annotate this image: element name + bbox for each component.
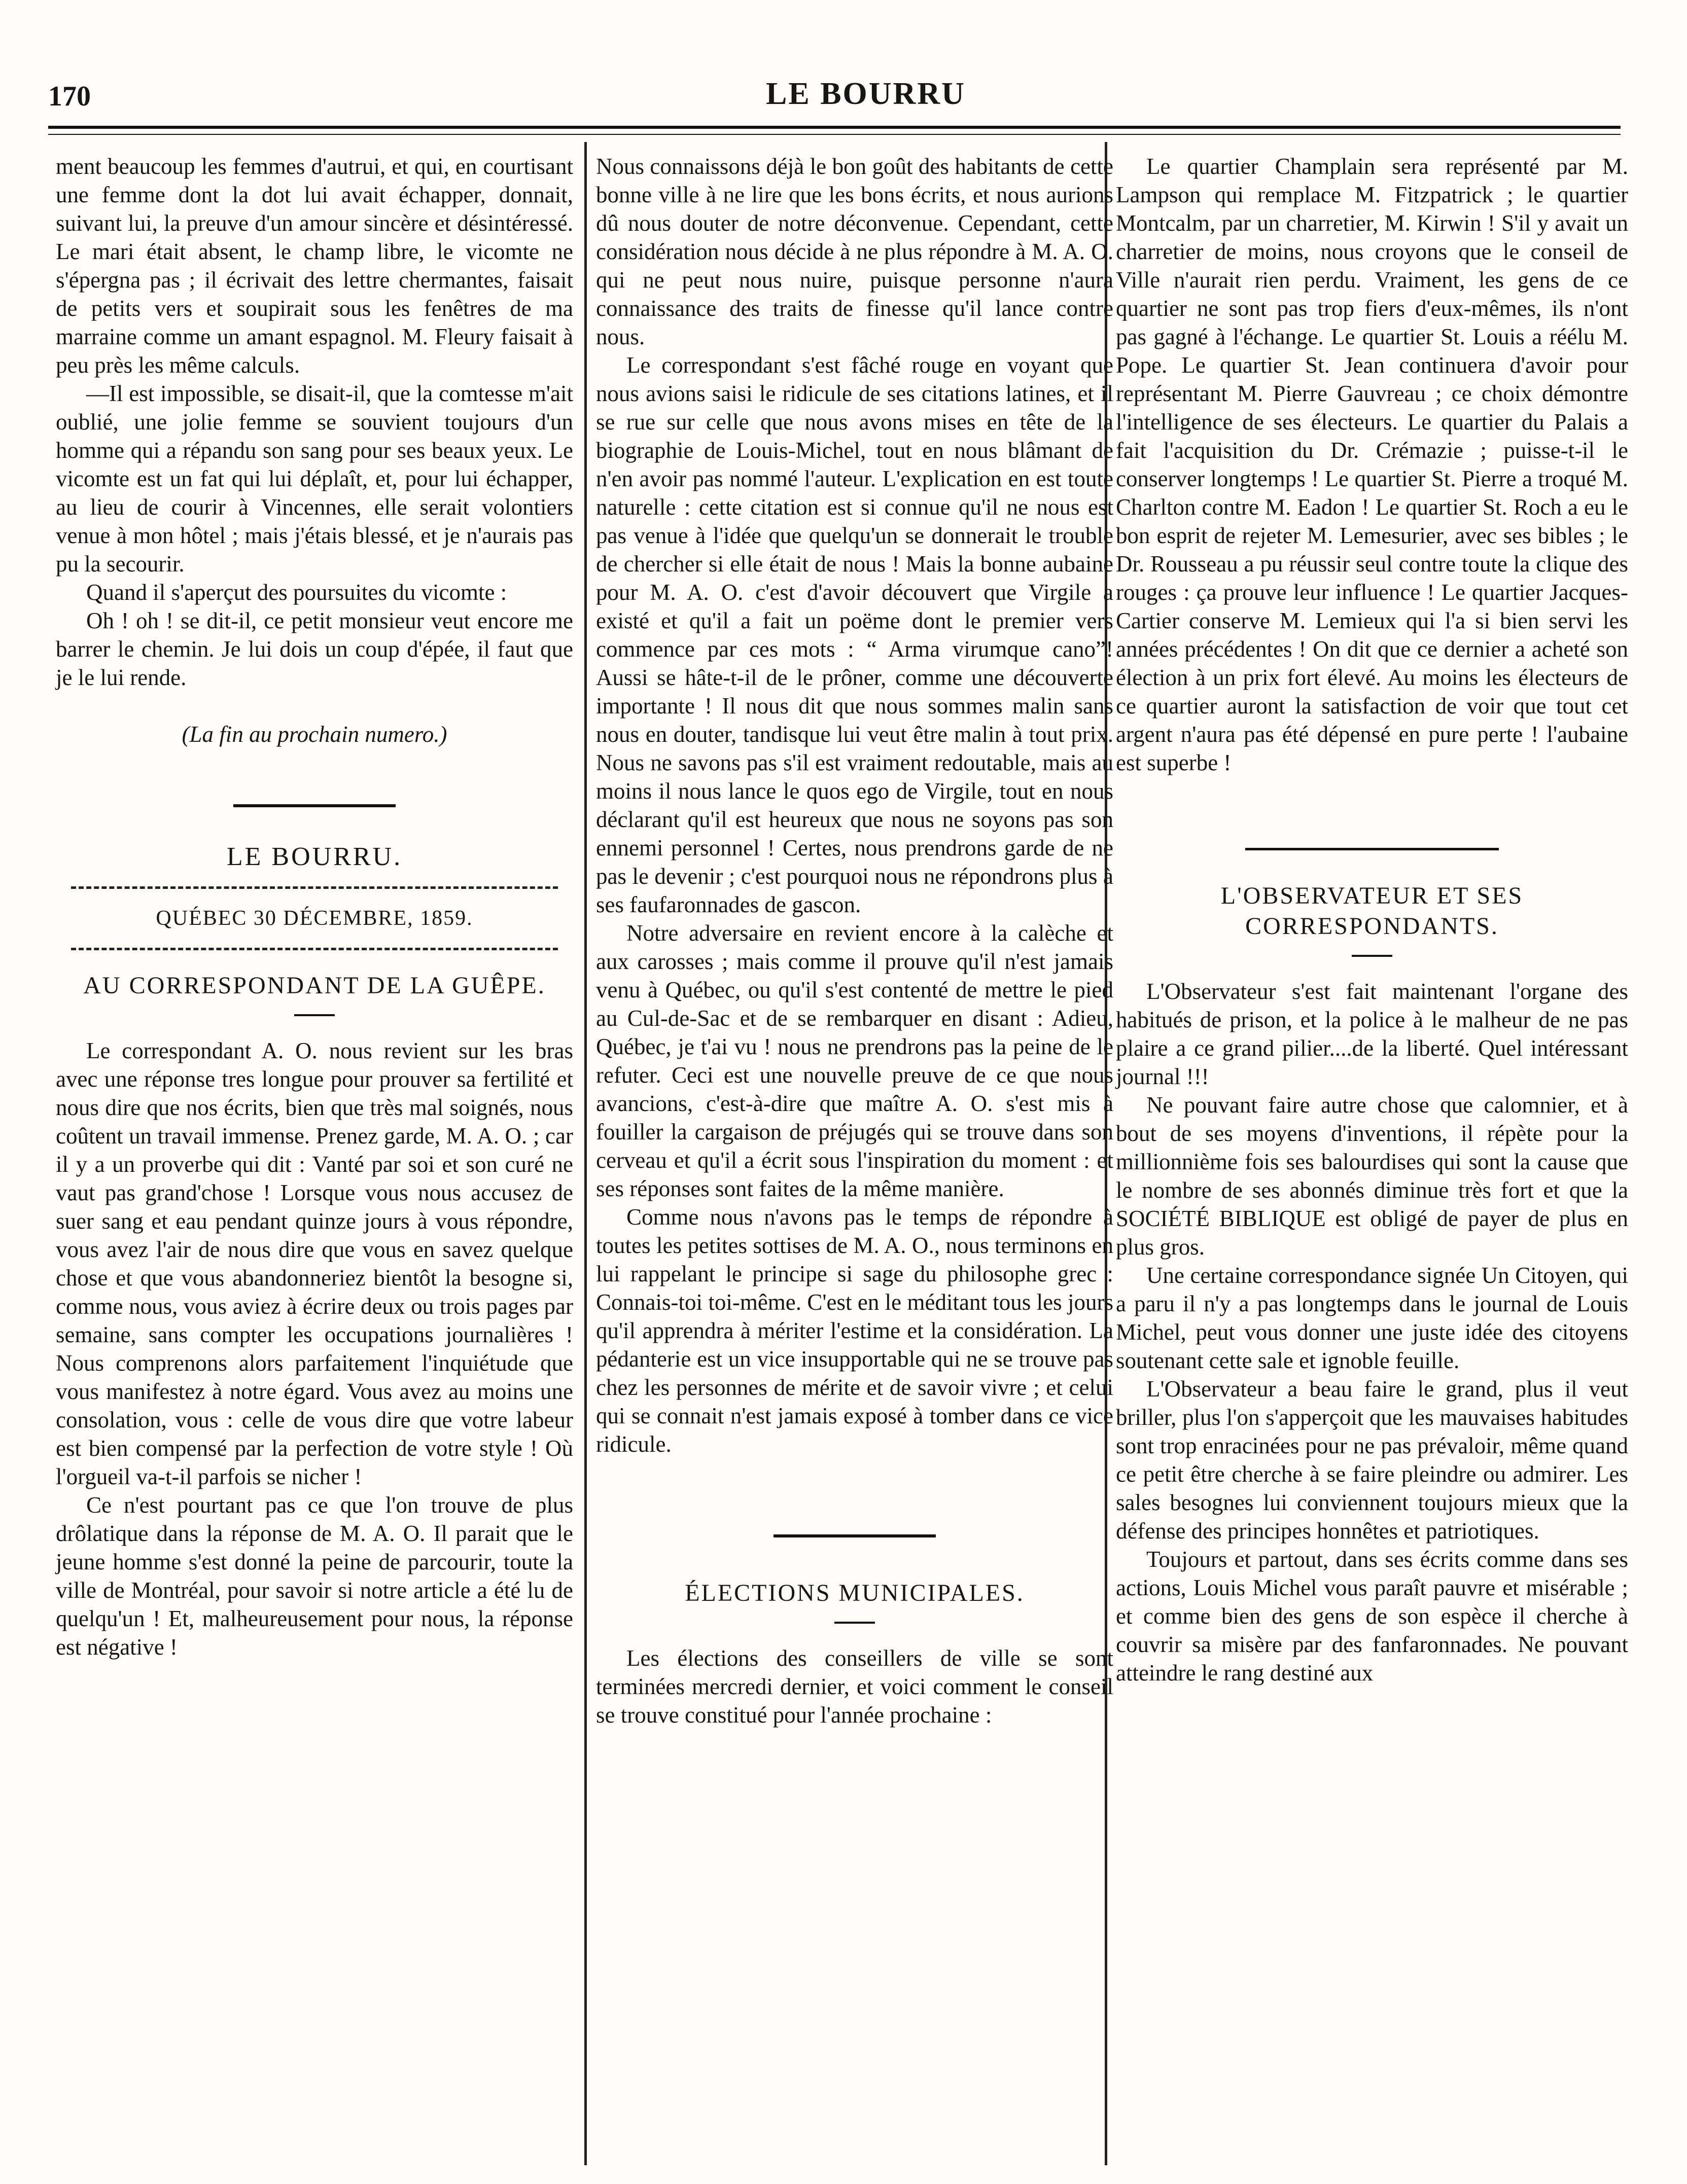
wavy-divider — [71, 948, 558, 950]
paragraph: L'Observateur s'est fait maintenant l'organe des habitués de prison, et la police à le malheur de ne pas plaire a ce grand pilier....de la liberté. Quel intéressant journal !!! — [1116, 979, 1628, 1089]
column-2 — [596, 152, 1113, 1729]
paragraph: Le quartier Champlain sera représenté par M. Lampson qui remplace M. Fitzpatrick ; le quartier Montcalm, par un charretier, M. Kirwin ! S'il y avait un charretier de moins, nous croyons que le conseil de Ville n'aurait rien perdu. Vraiment, les gens de ce quartier ne sont pas trop fiers d'eux-mêmes, ils n'ont pas gagné à l'échange. Le quartier St. Louis a réélu M. Pope. Le quartier St. Jean continuera d'avoir pour représentant M. Pierre Gauvreau ; ce choix démontre l'intelligence de ses électeurs. Le quartier du Palais a fait l'acquisition du Dr. Crémazie ; puisse-t-il le conserver longtemps ! Le quartier St. Pierre a troqué M. Charlton contre M. Eadon ! Le quartier St. Roch a eu le bon esprit de rejeter M. Lemesurier, avec ses bibles ; le Dr. Rousseau a pu réussir seul contre toute la clique des rouges : ça prouve leur influence ! Le quartier Jacques-Cartier conserve M. Lemieux qui l'a si bien servi les années précédentes ! On dit que ce dernier a acheté son élection à un prix fort élevé. Au moins les électeurs de ce quartier auront la satisfaction de voir que tout cet argent n'aura pas été dépensé en pure perte ! l'aubaine est superbe ! — [1116, 154, 1628, 775]
paragraph: ment beaucoup les femmes d'autrui, et qui, en courtisant une femme dont la dot lui avait échapper, donnait, suivant lui, la preuve d'un amour sincère et désintéressé. Le mari était absent, le champ libre, le vicomte ne s'épergna pas ; il écrivait des lettre chermantes, faisait de petits vers et soupirait sous les fenêtres de ma marraine comme un amant espagnol. M. Fleury faisait à peu près les même calculs. — [56, 154, 573, 378]
paragraph: Nous connaissons déjà le bon goût des habitants de cette bonne ville à ne lire que les bons écrits, et nous aurions dû nous douter de notre déconvenue. Cependant, cette considération nous décide à ne plus répondre à M. A. O. qui ne peut nous nuire, puisque personne n'aura connaissance des traits de finesse qu'il lance contre nous. — [596, 154, 1113, 349]
section-divider — [774, 1534, 936, 1537]
paragraph: Une certaine correspondance signée Un Citoyen, qui a paru il n'y a pas longtemps dans le journal de Louis Michel, peut vous donner une juste idée des citoyens soutenant cette sale et ignoble feuille. — [1116, 1263, 1628, 1373]
wavy-divider — [71, 886, 558, 889]
column-rule-1 — [584, 142, 587, 2165]
article-heading: AU CORRESPONDANT DE LA GUÊPE. — [83, 972, 546, 999]
page-number: 170 — [48, 81, 91, 112]
paragraph: Ce n'est pourtant pas ce que l'on trouve de plus drôlatique dans la réponse de M. A. O. Il parait que le jeune homme s'est donné la peine de parcourir, toute la ville de Montréal, pour savoir si notre article a été lu de quelqu'un ! Et, malheureusement pour nous, la réponse est négative ! — [56, 1492, 573, 1660]
article-heading: L'OBSERVATEUR ET SES CORRESPONDANTS. — [1220, 882, 1524, 940]
paragraph: L'Observateur a beau faire le grand, plus il veut briller, plus l'on s'apperçoit que les mauvaises habitudes sont trop enracinées pour ne pas prévaloir, même quand ce petit être cherche à se faire pleindre ou admirer. Les sales besognes lui conviennent toujours mieux que la défense des principes honnêtes et patriotiques. — [1116, 1376, 1628, 1544]
heading-dash — [294, 1014, 335, 1016]
header-rule — [48, 126, 1621, 135]
heading-dash — [1352, 955, 1392, 957]
section-divider — [233, 804, 396, 807]
paragraph: Le correspondant A. O. nous revient sur les bras avec une réponse tres longue pour prouver sa fertilité et nous dire que nos écrits, bien que très mal soignés, nous coûtent un travail immense. Prenez garde, M. A. O. ; car il y a un proverbe qui dit : Vanté par soi et son curé ne vaut pas grand'chose ! Lorsque vous nous accusez de suer sang et eau pendant quinze jours à vous répondre, vous avez l'air de nous dire que vous en savez quelque chose et que vous abandonneriez bientôt la besogne si, comme nous, vous aviez à écrire deux ou trois pages par semaine, sans compter les occupations journalières ! Nous comprenons alors parfaitement l'inquiétude que vous manifestez à notre égard. Vous avez au moins une consolation, vous : celle de vous dire que votre labeur est bien compensé par la perfection de votre style ! Où l'orgueil va-t-il parfois se nicher ! — [56, 1038, 573, 1489]
paragraph: Les élections des conseillers de ville se sont terminées mercredi dernier, et voici comment le conseil se trouve constitué pour l'année prochaine : — [596, 1645, 1113, 1728]
running-title: LE BOURRU — [766, 77, 966, 111]
masthead: LE BOURRU. — [226, 842, 403, 871]
paragraph: Ne pouvant faire autre chose que calomnier, et à bout de ses moyens d'inventions, il répète pour la millionnième fois ses balourdises qui sont la cause que le nombre de ses abonnés diminue très fort et que la SOCIÉTÉ BIBLIQUE est obligé de payer de plus en plus gros. — [1116, 1092, 1628, 1260]
heading-dash — [834, 1622, 875, 1624]
paragraph: Toujours et partout, dans ses écrits comme dans ses actions, Louis Michel vous paraît pauvre et misérable ; et comme bien des gens de son espèce il cherche à couvrir sa misère par des fanfaronnades. Ne pouvant atteindre le rang destiné aux — [1116, 1547, 1628, 1686]
paragraph: Oh ! oh ! se dit-il, ce petit monsieur veut encore me barrer le chemin. Je lui dois un coup d'épée, il faut que je le lui rende. — [56, 608, 573, 690]
continued-note: (La fin au prochain numero.) — [182, 722, 447, 747]
paragraph: Notre adversaire en revient encore à la calèche et aux carosses ; mais comme il prouve qu'il n'est jamais venu à Québec, ou qu'il s'est contenté de mettre le pied au Cul-de-Sac et de se rembarquer en disant : Adieu, Québec, je t'ai vu ! nous ne prendrons pas la peine de le refuter. Ceci est une nouvelle preuve de ce que nous avancions, c'est-à-dire que maître A. O. s'est mis à fouiller la cargaison de préjugés qui se trouve dans son cerveau et qu'il a écrit sous l'inspiration du moment : et ses réponses sont faites de la même manière. — [596, 920, 1113, 1201]
section-divider — [1245, 848, 1499, 850]
paragraph: —Il est impossible, se disait-il, que la comtesse m'ait oublié, une jolie femme se souvient toujours d'un homme qui a répandu son sang pour ses beaux yeux. Le vicomte est un fat qui lui déplaît, et, pour lui échapper, au lieu de courir à Vincennes, elle serait volontiers venue à mon hôtel ; mais j'étais blessé, et je n'aurais pas pu la secourir. — [56, 381, 573, 577]
article-heading: ÉLECTIONS MUNICIPALES. — [685, 1580, 1025, 1606]
paragraph: Comme nous n'avons pas le temps de répondre à toutes les petites sottises de M. A. O., nous terminons en lui rappelant le principe si sage du philosophe grec : Connais-toi toi-même. C'est en le méditant tous les jours qu'il apprendra à mériter l'estime et la considération. La pédanterie est un vice insupportable qui ne se trouve pas chez les personnes de mérite et de savoir vivre ; et celui qui se connait n'est jamais exposé à tomber dans ce vice ridicule. — [596, 1204, 1113, 1457]
paragraph: Le correspondant s'est fâché rouge en voyant que nous avions saisi le ridicule de ses citations latines, et il se rue sur celle que nous avons mises en tête de la biographie de Louis-Michel, tout en nous blâmant de n'en avoir pas nommé l'auteur. L'explication en est toute naturelle : cette citation est si connue qu'il ne nous est pas venue à l'idée que quelqu'un se donnerait le trouble de chercher si elle était de nous ! Mais la bonne aubaine pour M. A. O. c'est d'avoir découvert que Virgile a existé et qu'il a fait un poëme dont le premier vers commence par ces mots : “ Arma virumque cano”! Aussi se hâte-t-il de le prôner, comme une découverte importante ! Il nous dit que nous sommes malin sans nous en douter, tandisque lui veut être malin à tout prix. Nous ne savons pas s'il est vraiment redoutable, mais au moins il nous lance le quos ego de Virgile, tout en nous déclarant qu'il est heureux que nous ne soyons pas son ennemi personnel ! Certes, nous prendrons garde de ne pas le devenir ; c'est pourquoi nous ne répondrons plus à ses faufaronnades de gascon. — [596, 352, 1113, 917]
paragraph: Quand il s'aperçut des poursuites du vicomte : — [86, 580, 507, 605]
dateline: QUÉBEC 30 DÉCEMBRE, 1859. — [156, 907, 473, 930]
column-1 — [56, 152, 573, 1661]
column-3 — [1116, 152, 1628, 1687]
